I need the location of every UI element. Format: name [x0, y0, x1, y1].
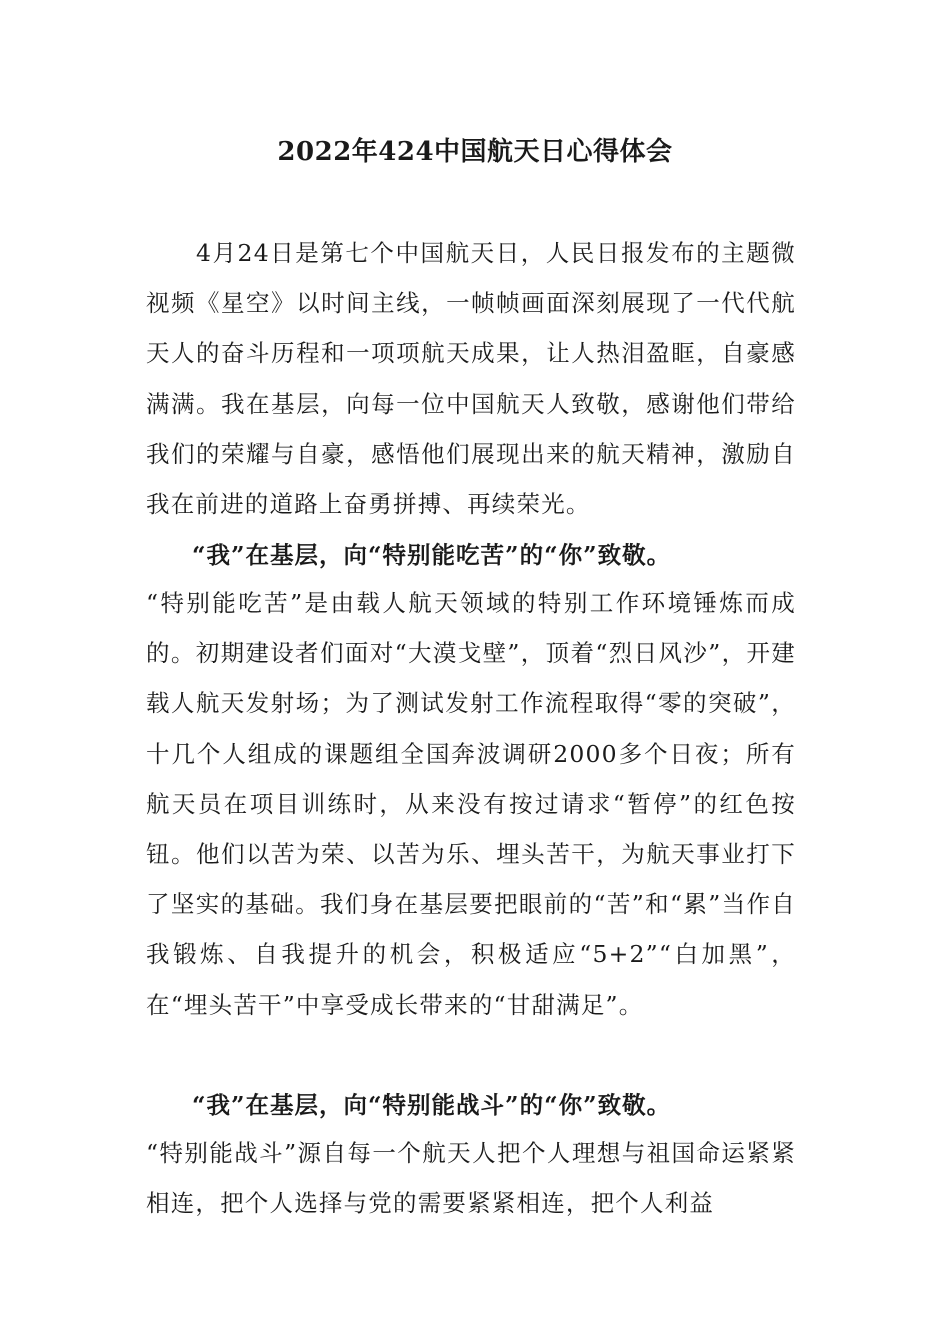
section-heading-hard-work: “我”在基层，向“特别能吃苦”的“你”致敬。: [192, 541, 672, 569]
intro-paragraph: 4月24日是第七个中国航天日，人民日报发布的主题微视频《星空》以时间主线，一帧帧画面深刻展现了一代代航天人的奋斗历程和一项项航天成果，让人热泪盈眶，自豪感满满。我在基层，向每一位中国航天人致敬，感谢他们带给我们的荣耀与自豪，感悟他们展现出来的航天精神，激励自我在前进的道路上奋勇拼搏、再续荣光。: [146, 239, 796, 519]
section-heading-fighting: “我”在基层，向“特别能战斗”的“你”致敬。: [192, 1091, 672, 1119]
section-body-fighting: “特别能战斗”源自每一个航天人把个人理想与祖国命运紧紧相连，把个人选择与党的需要紧紧相连，把个人利益: [146, 1139, 796, 1218]
section-body-hard-work: “特别能吃苦”是由载人航天领域的特别工作环境锤炼而成的。初期建设者们面对“大漠戈壁”，顶着“烈日风沙”，开建载人航天发射场；为了测试发射工作流程取得“零的突破”，十几个人组成的课题组全国奔波调研2000多个日夜；所有航天员在项目训练时，从来没有按过请求“暂停”的红色按钮。他们以苦为荣、以苦为乐、埋头苦干，为航天事业打下了坚实的基础。我们身在基层要把眼前的“苦”和“累”当作自我锻炼、自我提升的机会，积极适应“5+2”“白加黑”，在“埋头苦干”中享受成长带来的“甘甜满足”。: [146, 589, 796, 1019]
document-title: 2022年424中国航天日心得体会: [277, 137, 673, 167]
